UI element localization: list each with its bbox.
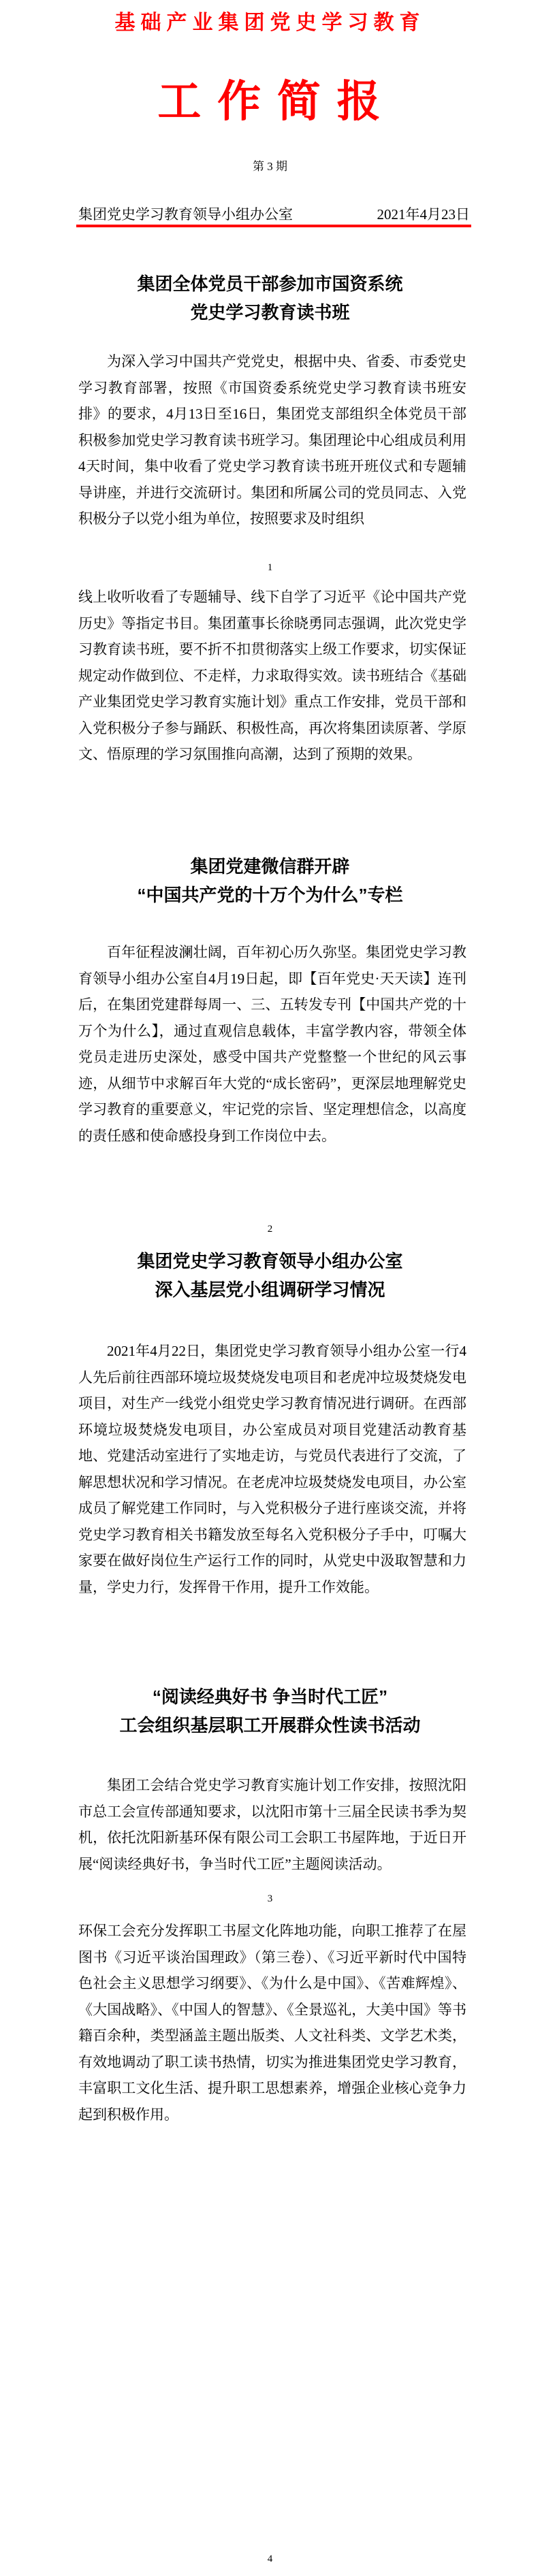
page-number-1: 1 xyxy=(267,562,273,573)
article4-title-line1: “阅读经典好书 争当时代工匠” xyxy=(152,1686,388,1707)
article2-title xyxy=(0,852,540,909)
article3-title-line2: 深入基层党小组调研学习情况 xyxy=(155,1279,385,1300)
bulletin-title: 工 作 简 报 xyxy=(157,77,383,126)
article4-title xyxy=(0,1682,540,1740)
article1-title-line2: 党史学习教育读书班 xyxy=(190,302,350,323)
bulletin-topic: 基础产业集团党史学习教育 xyxy=(114,12,426,34)
article4-paragraph-part1: 集团工会结合党史学习教育实施计划工作安排，按照沈阳市总工会宣传部通知要求，以沈阳市第十三届全民读书季为契机，依托沈阳新基环保有限公司工会职工书屋阵地，于近日开展“阅读经典好书，争当时代工匠”主题阅读活动。 xyxy=(78,1777,466,1872)
article4-title-line2: 工会组织基层职工开展群众性读书活动 xyxy=(119,1715,421,1735)
article4-paragraph-part2: 环保工会充分发挥职工书屋文化阵地功能，向职工推荐了在屋图书《习近平谈治国理政》（第三卷）、《习近平新时代中国特色社会主义思想学习纲要》、《为什么是中国》、《苦难辉煌》、《大国战略》、《中国人的智慧》、《全景巡礼，大美中国》等书籍百余种，类型涵盖主题出版类、人文社科类、文学艺术类，有效地调动了职工读书热情，切实为推进集团党史学习教育，丰富职工文化生活、提升职工思想素养，增强企业核心竞争力起到积极作用。 xyxy=(78,1923,466,2123)
issue-number: 第 3 期 xyxy=(253,160,287,173)
page-number-4: 4 xyxy=(267,2554,273,2564)
page-number-2: 2 xyxy=(267,1224,273,1235)
article2-paragraph: 百年征程波澜壮阔，百年初心历久弥坚。集团党史学习教育领导小组办公室自4月19日起，即【百年党史·天天读】连刊后，在集团党建群每周一、三、五转发专刊【中国共产党的十万个为什么】，通过直观信息载体，丰富学教内容，带领全体党员走进历史深处，感受中国共产党整整一个世纪的风云事迹，从细节中求解百年大党的“成长密码”，更深层地理解党史学习教育的重要意义，牢记党的宗旨、坚定理想信念，以高度的责任感和使命感投身到工作岗位中去。 xyxy=(78,944,466,1144)
red-divider xyxy=(76,225,471,227)
issue-date: 2021年4月23日 xyxy=(377,206,470,223)
article1-title xyxy=(0,270,540,327)
article1-title-line1: 集团全体党员干部参加市国资系统 xyxy=(137,274,403,294)
article2-title-line2: “中国共产党的十万个为什么”专栏 xyxy=(137,885,403,905)
article3-paragraph: 2021年4月22日，集团党史学习教育领导小组办公室一行4人先后前往西部环境垃圾焚烧发电项目和老虎冲垃圾焚烧发电项目，对生产一线党小组党史学习教育情况进行调研。在西部环境垃圾焚烧发电项目，办公室成员对项目党建活动教育基地、党建活动室进行了实地走访，与党员代表进行了交流，了解思想状况和学习情况。在老虎冲垃圾焚烧发电项目，办公室成员了解党建工作同时，与入党积极分子进行座谈交流，并将党史学习教育相关书籍发放至每名入党积极分子手中，叮嘱大家要在做好岗位生产运行工作的同时，从党史中汲取智慧和力量，学史力行，发挥骨干作用，提升工作效能。 xyxy=(78,1343,466,1595)
masthead-info-row xyxy=(78,203,470,224)
article1-paragraph-part1: 为深入学习中国共产党党史，根据中央、省委、市委党史学习教育部署，按照《市国资委系统党史学习教育读书班安排》的要求，4月13日至16日，集团党支部组织全体党员干部积极参加党史学习教育读书班学习。集团理论中心组成员利用4天时间，集中收看了党史学习教育读书班开班仪式和专题辅导讲座，并进行交流研讨。集团和所属公司的党员同志、入党积极分子以党小组为单位，按照要求及时组织 xyxy=(78,353,466,527)
article2-title-line1: 集团党建微信群开辟 xyxy=(190,856,350,877)
article1-paragraph-part2: 线上收听收看了专题辅导、线下自学了习近平《论中国共产党历史》等指定书目。集团董事长徐晓勇同志强调，此次党史学习教育读书班，要不折不扣贯彻落实上级工作要求，切实保证规定动作做到位、不走样，力求取得实效。读书班结合《基础产业集团党史学习教育实施计划》重点工作安排，党员干部和入党积极分子参与踊跃、积极性高，再次将集团读原著、学原文、悟原理的学习氛围推向高潮，达到了预期的效果。 xyxy=(78,589,466,762)
article3-title xyxy=(0,1247,540,1304)
issuing-office: 集团党史学习教育领导小组办公室 xyxy=(78,206,293,223)
article3-title-line1: 集团党史学习教育领导小组办公室 xyxy=(137,1251,403,1271)
page-number-3: 3 xyxy=(267,1893,273,1904)
